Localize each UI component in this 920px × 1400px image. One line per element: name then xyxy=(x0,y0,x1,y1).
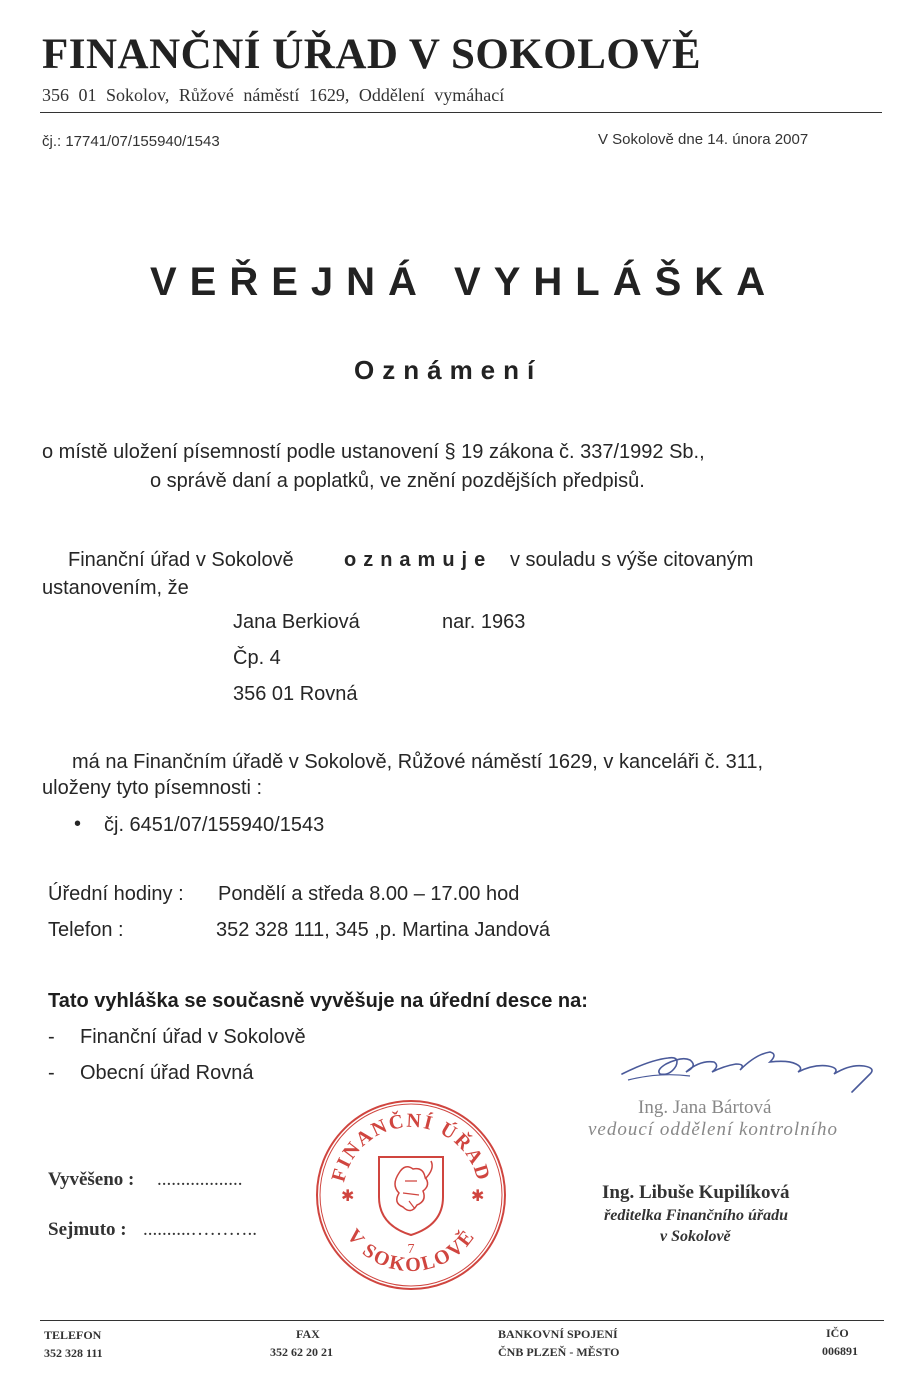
notice-subtitle: Oznámení xyxy=(354,355,543,385)
notice-board-item: Finanční úřad v Sokolově xyxy=(80,1026,306,1048)
footer-phone-label: TELEFON xyxy=(44,1328,102,1342)
star-icon: ✱ xyxy=(471,1186,485,1205)
phone-label: Telefon : xyxy=(48,919,124,941)
announce-text: ustanovením, že xyxy=(42,577,189,599)
law-reference-line: o správě daní a poplatků, ve znění pozdějších předpisů. xyxy=(150,470,645,492)
announce-verb: oznamuje xyxy=(344,549,493,571)
signer-name: Ing. Jana Bártová xyxy=(638,1097,772,1118)
office-hours-label: Úřední hodiny : xyxy=(48,883,184,905)
posted-label: Vyvěšeno : xyxy=(48,1169,135,1190)
storage-statement: má na Finančním úřadě v Sokolově, Růžové náměstí 1629, v kanceláři č. 311, xyxy=(72,751,764,773)
notice-board-heading: Tato vyhláška se současně vyvěšuje na úřední desce na: xyxy=(48,990,588,1012)
header-divider xyxy=(40,112,882,113)
removed-date-blank: ..........……….. xyxy=(143,1219,257,1240)
office-title: FINANČNÍ ÚŘAD V SOKOLOVĚ xyxy=(42,31,702,78)
notice-title: VEŘEJNÁ VYHLÁŠKA xyxy=(150,260,779,304)
footer-fax-label: FAX xyxy=(296,1327,320,1341)
announcing-office: Finanční úřad v Sokolově xyxy=(68,549,294,571)
footer-divider xyxy=(40,1320,884,1321)
removed-label: Sejmuto : xyxy=(48,1219,127,1240)
footer-bank-value: ČNB PLZEŇ - MĚSTO xyxy=(498,1345,620,1359)
handwritten-signature xyxy=(620,1030,880,1100)
star-icon: ✱ xyxy=(341,1186,355,1205)
addressee-city: 356 01 Rovná xyxy=(233,683,358,705)
phone-value: 352 328 111, 345 ,p. Martina Jandová xyxy=(216,919,550,941)
reference-number: čj.: 17741/07/155940/1543 xyxy=(42,133,220,150)
posted-date-blank: .................. xyxy=(157,1169,243,1190)
law-reference-line: o místě uložení písemností podle ustanovení § 19 zákona č. 337/1992 Sb., xyxy=(42,441,705,463)
signer-title: ředitelka Finančního úřadu xyxy=(604,1207,789,1224)
addressee-birth-year: nar. 1963 xyxy=(442,611,526,633)
footer-phone-value: 352 328 111 xyxy=(44,1346,103,1360)
storage-statement: uloženy tyto písemnosti : xyxy=(42,777,263,799)
footer-fax-value: 352 62 20 21 xyxy=(270,1345,333,1359)
footer-ico-value: 006891 xyxy=(822,1344,858,1358)
list-dash: - xyxy=(48,1026,55,1048)
signer-title: vedoucí oddělení kontrolního xyxy=(588,1119,838,1140)
official-stamp xyxy=(313,1097,509,1293)
notice-board-item: Obecní úřad Rovná xyxy=(80,1062,254,1084)
announce-text: v souladu s výše citovaným xyxy=(510,549,754,571)
coat-of-arms-icon xyxy=(379,1157,443,1235)
stamp-number: 7 xyxy=(407,1242,415,1257)
bullet-icon: • xyxy=(74,813,82,835)
stamp-bottom-text: V SOKOLOVĚ xyxy=(342,1225,480,1277)
stamp-top-text: FINANČNÍ ÚŘAD xyxy=(327,1109,495,1185)
footer-bank-label: BANKOVNÍ SPOJENÍ xyxy=(498,1327,618,1341)
footer-ico-label: IČO xyxy=(826,1326,849,1340)
office-address: 356 01 Sokolov, Růžové náměstí 1629, Oddělení vymáhací xyxy=(42,85,505,105)
signer-title: v Sokolově xyxy=(660,1228,731,1245)
addressee-name: Jana Berkiová xyxy=(233,611,360,633)
place-and-date: V Sokolově dne 14. února 2007 xyxy=(598,131,809,148)
signer-name: Ing. Libuše Kupilíková xyxy=(602,1182,790,1203)
addressee-street: Čp. 4 xyxy=(233,647,281,669)
list-dash: - xyxy=(48,1062,55,1084)
office-hours-value: Pondělí a středa 8.00 – 17.00 hod xyxy=(218,883,520,905)
document-reference: čj. 6451/07/155940/1543 xyxy=(104,814,325,836)
